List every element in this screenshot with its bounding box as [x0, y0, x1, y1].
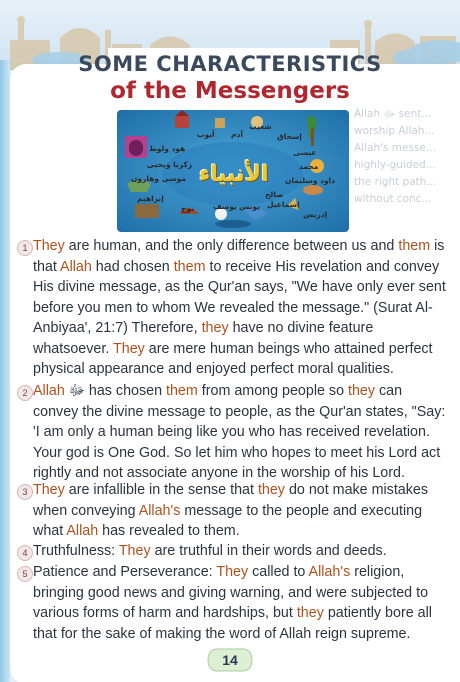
paragraph-number: 3: [17, 484, 33, 500]
paragraph-3: [33, 480, 449, 542]
prophet-label: صالح: [265, 190, 284, 199]
prophet-label: داود وسليمان: [285, 176, 335, 185]
faded-line: without conc...: [354, 193, 432, 205]
faded-line: worship Allah...: [354, 125, 435, 137]
paragraph-text: can convey the divine message to people, as the Qur'an states, "Say: 'I am only a human being like you who has received revelation. Your god is One God. So let him who hopes to meet his Lord act rightly and not associate anyone in the worship of his Lord.: [33, 383, 446, 481]
paragraph-text: Truthfulness:: [33, 543, 119, 559]
paragraph-number: 2: [17, 385, 33, 401]
paragraph-text: called to: [248, 564, 309, 580]
highlighted-word: They: [216, 564, 249, 580]
paragraph-number: 1: [17, 240, 33, 256]
prophet-label: هود ولوط: [149, 144, 186, 153]
paragraph-text: have no divine feature whatsoever.: [33, 320, 374, 357]
illustration-center-title: الأنبياء: [199, 162, 269, 187]
highlighted-word: Allah: [60, 258, 92, 275]
prophet-label: إبراهيم: [137, 194, 164, 203]
prophets-illustration: [117, 110, 349, 232]
highlighted-word: Allah's: [138, 502, 181, 519]
prophet-label: عيسى: [293, 148, 317, 157]
prophet-label: آدم: [231, 130, 243, 139]
faded-line: Allah's messe...: [354, 142, 436, 154]
page-subtitle: of the Messengers: [110, 78, 350, 104]
paragraph-text: has revealed to them.: [98, 523, 240, 539]
paragraph-text: ﷻ has chosen: [64, 383, 166, 399]
prophet-label: أيوب: [197, 130, 215, 139]
highlighted-word: They: [33, 238, 65, 254]
paragraph-5: [33, 562, 449, 644]
faded-line: highly-guided...: [354, 159, 436, 171]
paragraph-text: from among people so: [197, 383, 348, 399]
prophet-label: إسماعيل: [267, 200, 300, 209]
paragraph-number: 5: [17, 566, 33, 582]
highlighted-word: Allah's: [308, 564, 351, 580]
highlighted-word: them: [398, 238, 431, 254]
paragraph-text: are infallible in the sense that: [64, 482, 258, 498]
prophet-label: شعيب: [249, 122, 272, 131]
highlighted-word: they: [348, 383, 376, 399]
highlighted-word: They: [118, 543, 151, 559]
page-title: SOME CHARACTERISTICS: [78, 52, 382, 76]
paragraph-text: Patience and Perseverance:: [33, 564, 217, 580]
paragraph-text: do not make mistakes when conveying: [33, 482, 429, 519]
paragraph-4: [33, 541, 449, 562]
highlighted-word: They: [33, 482, 65, 498]
faded-background-text: [354, 106, 454, 208]
paragraph-text: message to the people and executing what: [33, 502, 423, 539]
prophet-label: نوح: [181, 204, 194, 213]
paragraph-text: are mere human beings who attained perfect physical appearance and enjoyed perfect moral qualities.: [33, 340, 433, 377]
paragraph-1: [33, 236, 449, 380]
paragraph-text: religion, bringing good news and giving warning, and were subjected to various forms of harm and hardships, but: [33, 564, 429, 621]
paragraph-text: patiently bore all that for the sake of making the word of Allah reign supreme.: [33, 605, 432, 642]
paragraph-text: are human, and the only difference between us and: [64, 238, 399, 254]
highlighted-word: them: [166, 383, 198, 399]
prophet-label: إدريس: [303, 210, 328, 219]
prophet-label: محمد: [299, 162, 319, 171]
highlighted-word: they: [201, 320, 229, 336]
prophet-label: إسحاق: [277, 132, 302, 141]
highlighted-word: They: [113, 340, 145, 357]
paragraph-text: to receive His revelation and convey His divine message, as the Qur'an says, "We have only ever sent before you men to whom We revealed the message." (Surat Al-Anbiyaa', 21:7) Therefore,: [33, 258, 446, 336]
highlighted-word: they: [296, 605, 324, 621]
paragraph-text: had chosen: [91, 258, 174, 275]
prophet-label: زكريا ويحيى: [147, 160, 193, 169]
highlighted-word: them: [173, 258, 206, 275]
highlighted-word: Allah: [66, 523, 99, 539]
prophet-label: موسى وهارون: [131, 174, 186, 183]
prophet-label: يوسف: [213, 202, 237, 211]
paragraph-number: 4: [17, 545, 33, 561]
page-number: 14: [222, 652, 238, 668]
highlighted-word: Allah: [33, 383, 65, 399]
paragraph-text: are truthful in their words and deeds.: [150, 543, 387, 559]
paragraph-text: is that: [33, 238, 445, 275]
highlighted-word: they: [257, 482, 285, 498]
faded-line: Allah ﷻ sent...: [354, 108, 432, 120]
paragraph-2: [33, 381, 449, 484]
prophet-label: يونس: [239, 202, 260, 211]
faded-line: the right path...: [354, 176, 437, 188]
left-border-strip: [0, 60, 10, 682]
